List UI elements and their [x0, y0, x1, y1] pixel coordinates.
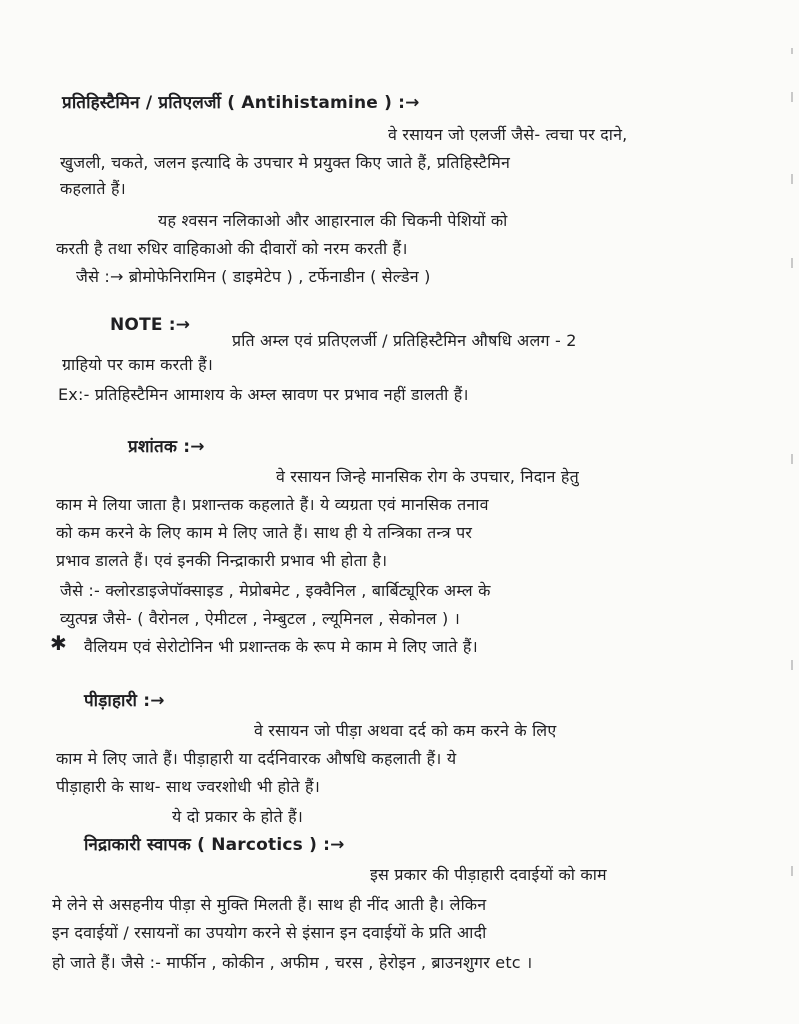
antihistamine-line-2: खुजली, चकते, जलन इत्यादि के उपचार मे प्रयुक्त किए जाते हैं, प्रतिहिस्टैमिन — [60, 153, 511, 172]
tranquilizer-line-1: वे रसायन जिन्हे मानसिक रोग के उपचार, निदान हेतु — [276, 467, 579, 486]
antihistamine-line-5: करती है तथा रुधिर वाहिकाओ की दीवारों को नरम करती हैं। — [56, 239, 408, 258]
tranquilizer-line-2: काम मे लिया जाता है। प्रशान्तक कहलाते हैं। ये व्यग्रता एवं मानसिक तनाव — [56, 495, 489, 514]
tranquilizer-derivatives: व्युत्पन्न जैसे- ( वैरोनल , ऐमीटल , नेम्बुटल , ल्यूमिनल , सेकोनल ) । — [60, 609, 460, 628]
scan-mark — [791, 866, 793, 876]
narcotics-heading: निद्राकारी स्वापक ( Narcotics ) :→ — [84, 835, 345, 855]
analgesic-line-1: वे रसायन जो पीड़ा अथवा दर्द को कम करने के लिए — [254, 721, 557, 740]
narcotics-line-1: इस प्रकार की पीड़ाहारी दवाईयों को काम — [370, 865, 607, 884]
narcotics-line-2: मे लेने से असहनीय पीड़ा से मुक्ति मिलती हैं। साथ ही नींद आती है। लेकिन — [52, 895, 487, 914]
note-example: Ex:- प्रतिहिस्टैमिन आमाशय के अम्ल स्रावण पर प्रभाव नहीं डालती हैं। — [58, 385, 469, 404]
tranquilizer-line-4: प्रभाव डालते हैं। एवं इनकी निन्द्राकारी प्रभाव भी होता है। — [56, 551, 388, 570]
narcotics-line-3: इन दवाईयों / रसायनों का उपयोग करने से इंसान इन दवाईयों के प्रति आदी — [52, 923, 487, 942]
antihistamine-line-4: यह श्वसन नलिकाओ और आहारनाल की चिकनी पेशियों को — [158, 211, 508, 230]
tranquilizer-line-3: को कम करने के लिए काम मे लिए जाते हैं। साथ ही ये तन्त्रिका तन्त्र पर — [56, 523, 473, 542]
analgesic-line-3: पीड़ाहारी के साथ- साथ ज्वरशोधी भी होते हैं। — [56, 777, 321, 796]
analgesic-line-4: ये दो प्रकार के होते हैं। — [172, 807, 304, 826]
note-line-1: प्रति अम्ल एवं प्रतिएलर्जी / प्रतिहिस्टैमिन औषधि अलग - 2 — [232, 331, 577, 350]
antihistamine-examples: जैसे :→ ब्रोमोफेनिरामिन ( डाइमेटेप ) , टर्फेनाडीन ( सेल्डेन ) — [76, 267, 431, 286]
antihistamine-heading: प्रतिहिस्टैमिन / प्रतिएलर्जी ( Antihistamine ) :→ — [62, 93, 420, 113]
antihistamine-line-1: वे रसायन जो एलर्जी जैसे- त्वचा पर दाने, — [388, 125, 628, 144]
tranquilizer-note: वैलियम एवं सेरोटोनिन भी प्रशान्तक के रूप मे काम मे लिए जाते हैं। — [84, 637, 478, 656]
narcotics-examples: हो जाते हैं। जैसे :- मार्फीन , कोकीन , अफीम , चरस , हेरोइन , ब्राउनशुगर etc । — [52, 953, 533, 972]
note-line-2: ग्राहियो पर काम करती हैं। — [62, 355, 214, 374]
antihistamine-line-3: कहलाते हैं। — [60, 179, 126, 198]
star-bullet-icon: ✱ — [50, 631, 67, 655]
scan-mark — [791, 92, 793, 102]
tranquilizer-heading: प्रशांतक :→ — [128, 437, 205, 457]
tranquilizer-examples: जैसे :- क्लोरडाइजेपॉक्साइड , मेप्रोबमेट , इक्वैनिल , बार्बिट्यूरिक अम्ल के — [60, 581, 491, 600]
scan-mark — [791, 660, 793, 670]
analgesic-line-2: काम मे लिए जाते हैं। पीड़ाहारी या दर्दनिवारक औषधि कहलाती हैं। ये — [56, 749, 457, 768]
scan-mark — [791, 258, 793, 268]
note-label: NOTE :→ — [110, 315, 191, 335]
analgesic-heading: पीड़ाहारी :→ — [84, 691, 165, 711]
scan-mark — [791, 174, 793, 184]
scan-mark — [791, 48, 793, 54]
scan-mark — [791, 454, 793, 464]
